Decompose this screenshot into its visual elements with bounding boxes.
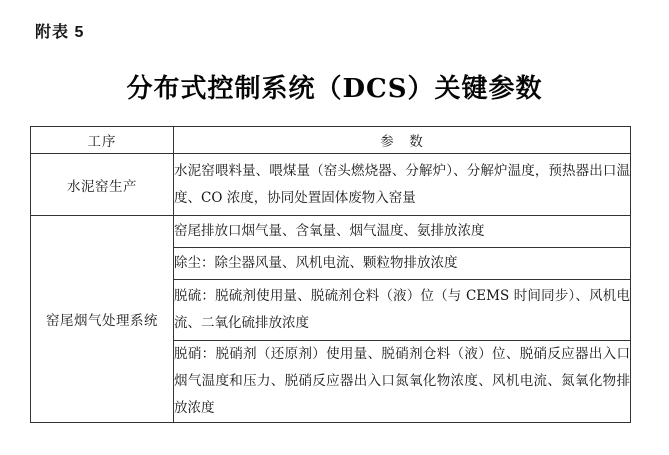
param-cell-kiln-tail-outlet: 窑尾排放口烟气量、含氧量、烟气温度、氨排放浓度 — [174, 216, 631, 248]
page-title: 分布式控制系统（DCS）关键参数 — [126, 74, 543, 104]
param-cell-dedusting: 除尘：除尘器风量、风机电流、颗粒物排放浓度 — [174, 248, 631, 280]
table-row — [31, 216, 631, 248]
param-cell-cement-kiln-production: 水泥窑喂料量、喂煤量（窑头燃烧器、分解炉）、分解炉温度，预热器出口温度、CO 浓度，协同处置固体废物入窑量 — [174, 154, 631, 216]
param-cell-denitrification: 脱硝：脱硝剂（还原剂）使用量、脱硝剂仓料（液）位、脱硝反应器出入口烟气温度和压力、脱硝反应器出入口氮氧化物浓度、风机电流、氮氧化物排放浓度 — [174, 341, 631, 423]
column-header-params: 参 数 — [174, 127, 631, 154]
process-cell-cement-kiln-production: 水泥窑生产 — [31, 154, 174, 216]
process-cell-kiln-tail-flue-gas-system: 窑尾烟气处理系统 — [31, 216, 174, 423]
annex-label: 附表 5 — [35, 24, 85, 41]
dcs-parameters-table — [30, 126, 631, 423]
table-header-row — [31, 127, 631, 154]
column-header-process: 工序 — [31, 127, 174, 154]
param-cell-desulfurization: 脱硫：脱硫剂使用量、脱硫剂仓料（液）位（与 CEMS 时间同步）、风机电流、二氧化硫排放浓度 — [174, 280, 631, 341]
table-row — [31, 154, 631, 216]
